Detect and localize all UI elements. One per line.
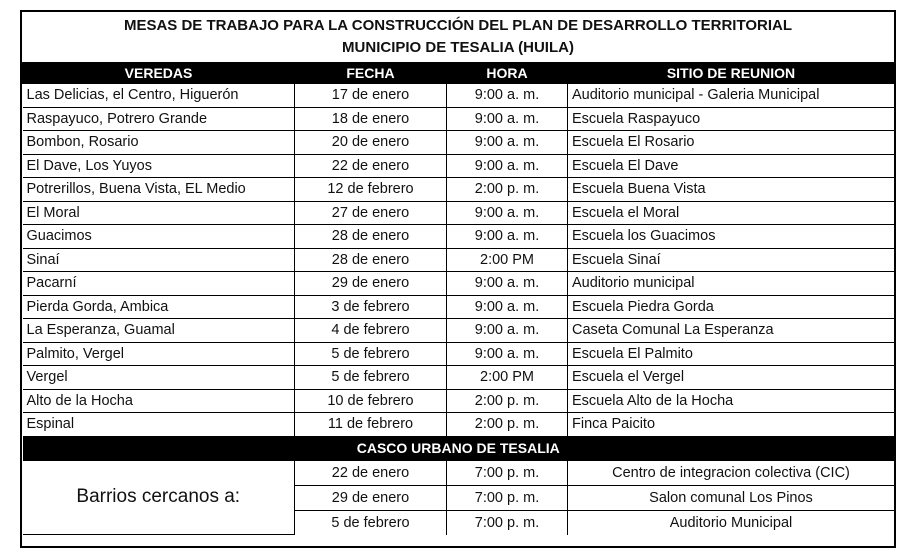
cell-hora: 9:00 a. m.	[447, 84, 568, 108]
header-sitio: SITIO DE REUNION	[568, 62, 895, 84]
cell-veredas: Vergel	[23, 366, 295, 390]
cell-hora: 9:00 a. m.	[447, 131, 568, 155]
urban-heading: CASCO URBANO DE TESALIA	[23, 436, 895, 461]
cell-sitio: Escuela Buena Vista	[568, 178, 895, 202]
cell-fecha: 18 de enero	[295, 107, 447, 131]
cell-hora: 9:00 a. m.	[447, 295, 568, 319]
cell-sitio: Auditorio municipal - Galeria Municipal	[568, 84, 895, 108]
table-row	[23, 154, 895, 178]
table-row	[23, 107, 895, 131]
cell-sitio: Caseta Comunal La Esperanza	[568, 319, 895, 343]
cell-hora: 2:00 p. m.	[447, 389, 568, 413]
table-row	[23, 413, 895, 436]
cell-fecha: 10 de febrero	[295, 389, 447, 413]
cell-sitio: Escuela Alto de la Hocha	[568, 389, 895, 413]
urban-hora: 7:00 p. m.	[447, 485, 568, 510]
urban-hora: 7:00 p. m.	[447, 460, 568, 485]
cell-sitio: Auditorio municipal	[568, 272, 895, 296]
urban-fecha: 29 de enero	[295, 485, 447, 510]
cell-fecha: 28 de enero	[295, 248, 447, 272]
cell-veredas: Las Delicias, el Centro, Higuerón	[23, 84, 295, 108]
urban-heading-row	[23, 436, 895, 461]
cell-sitio: Escuela Raspayuco	[568, 107, 895, 131]
urban-row	[23, 460, 895, 485]
cell-veredas: Raspayuco, Potrero Grande	[23, 107, 295, 131]
document-title	[22, 12, 894, 62]
cell-hora: 2:00 PM	[447, 248, 568, 272]
cell-veredas: Sinaí	[23, 248, 295, 272]
table-row	[23, 84, 895, 108]
table-row	[23, 319, 895, 343]
urban-section	[23, 436, 895, 535]
cell-sitio: Escuela El Rosario	[568, 131, 895, 155]
cell-veredas: Espinal	[23, 413, 295, 436]
cell-fecha: 17 de enero	[295, 84, 447, 108]
title-line-2: MUNICIPIO DE TESALIA (HUILA)	[342, 39, 574, 56]
cell-hora: 9:00 a. m.	[447, 107, 568, 131]
cell-hora: 2:00 PM	[447, 366, 568, 390]
cell-fecha: 5 de febrero	[295, 366, 447, 390]
cell-sitio: Escuela Sinaí	[568, 248, 895, 272]
table-row	[23, 201, 895, 225]
cell-veredas: Pacarní	[23, 272, 295, 296]
urban-hora: 7:00 p. m.	[447, 510, 568, 535]
urban-sitio: Auditorio Municipal	[568, 510, 895, 535]
cell-hora: 9:00 a. m.	[447, 342, 568, 366]
cell-veredas: Pierda Gorda, Ambica	[23, 295, 295, 319]
cell-hora: 9:00 a. m.	[447, 272, 568, 296]
table-row	[23, 272, 895, 296]
cell-veredas: Alto de la Hocha	[23, 389, 295, 413]
cell-fecha: 28 de enero	[295, 225, 447, 249]
cell-fecha: 12 de febrero	[295, 178, 447, 202]
header-veredas: VEREDAS	[23, 62, 295, 84]
cell-fecha: 11 de febrero	[295, 413, 447, 436]
cell-fecha: 20 de enero	[295, 131, 447, 155]
cell-hora: 2:00 p. m.	[447, 178, 568, 202]
cell-sitio: Escuela el Moral	[568, 201, 895, 225]
cell-hora: 9:00 a. m.	[447, 225, 568, 249]
urban-sitio: Centro de integracion colectiva (CIC)	[568, 460, 895, 485]
cell-veredas: Potrerillos, Buena Vista, EL Medio	[23, 178, 295, 202]
cell-fecha: 29 de enero	[295, 272, 447, 296]
cell-fecha: 4 de febrero	[295, 319, 447, 343]
cell-veredas: Guacimos	[23, 225, 295, 249]
urban-sitio: Salon comunal Los Pinos	[568, 485, 895, 510]
table-row	[23, 366, 895, 390]
cell-hora: 9:00 a. m.	[447, 201, 568, 225]
cell-veredas: El Moral	[23, 201, 295, 225]
rural-rows	[23, 84, 895, 436]
cell-veredas: La Esperanza, Guamal	[23, 319, 295, 343]
cell-hora: 2:00 p. m.	[447, 413, 568, 436]
cell-sitio: Escuela El Palmito	[568, 342, 895, 366]
header-fecha: FECHA	[295, 62, 447, 84]
cell-sitio: Escuela los Guacimos	[568, 225, 895, 249]
table-row	[23, 178, 895, 202]
cell-fecha: 27 de enero	[295, 201, 447, 225]
cell-sitio: Finca Paicito	[568, 413, 895, 436]
schedule-document	[20, 10, 896, 548]
urban-fecha: 22 de enero	[295, 460, 447, 485]
cell-veredas: Bombon, Rosario	[23, 131, 295, 155]
cell-fecha: 3 de febrero	[295, 295, 447, 319]
table-row	[23, 131, 895, 155]
title-line-1: MESAS DE TRABAJO PARA LA CONSTRUCCIÓN DEL PLAN DE DESARROLLO TERRITORIAL	[123, 17, 793, 34]
cell-hora: 9:00 a. m.	[447, 154, 568, 178]
barrios-label: Barrios cercanos a:	[23, 460, 295, 535]
cell-fecha: 22 de enero	[295, 154, 447, 178]
cell-hora: 9:00 a. m.	[447, 319, 568, 343]
cell-sitio: Escuela Piedra Gorda	[568, 295, 895, 319]
header-row	[23, 62, 895, 84]
table-row	[23, 248, 895, 272]
table-row	[23, 295, 895, 319]
cell-sitio: Escuela el Vergel	[568, 366, 895, 390]
table-row	[23, 342, 895, 366]
cell-veredas: Palmito, Vergel	[23, 342, 295, 366]
cell-veredas: El Dave, Los Yuyos	[23, 154, 295, 178]
schedule-table	[22, 62, 894, 535]
cell-sitio: Escuela El Dave	[568, 154, 895, 178]
header-hora: HORA	[447, 62, 568, 84]
urban-fecha: 5 de febrero	[295, 510, 447, 535]
table-row	[23, 389, 895, 413]
cell-fecha: 5 de febrero	[295, 342, 447, 366]
table-row	[23, 225, 895, 249]
